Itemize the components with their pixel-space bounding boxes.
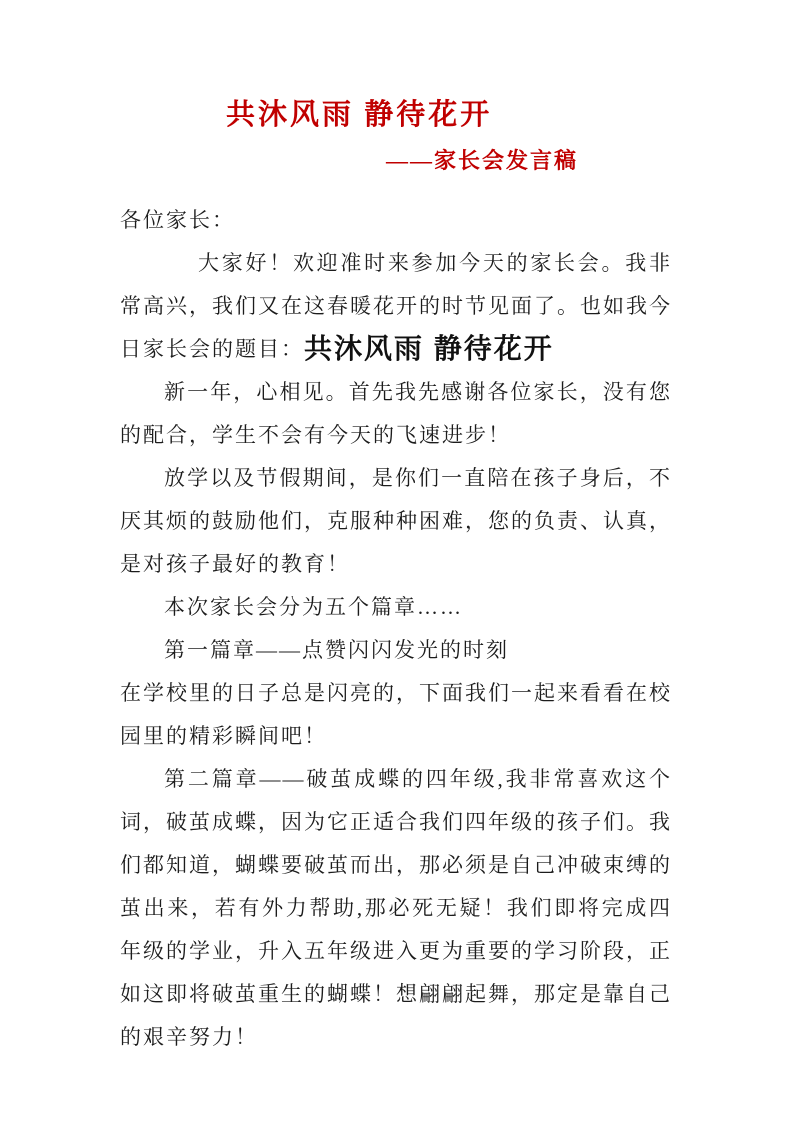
intro-paragraph xyxy=(120,242,672,371)
document-body xyxy=(120,199,672,1059)
paragraph-thanks: 新一年，心相见。首先我先感谢各位家长，没有您的配合，学生不会有今天的飞速进步！ xyxy=(120,380,672,447)
paragraph-support: 放学以及节假期间，是你们一直陪在孩子身后，不厌其烦的鼓励他们，克服种种困难，您的负责、认真，是对孩子最好的教育！ xyxy=(120,466,672,576)
intro-inline-title: 共沐风雨 静待花开 xyxy=(304,333,554,364)
paragraph-five-chapters: 本次家长会分为五个篇章…… xyxy=(164,595,463,619)
paragraph-chapter-one-heading: 第一篇章——点赞闪闪发光的时刻 xyxy=(164,638,509,662)
document-title: 共沐风雨 静待花开 xyxy=(226,99,493,131)
paragraph-chapter-two: 第二篇章——破茧成蝶的四年级,我非常喜欢这个词，破茧成蝶，因为它正适合我们四年级的孩子们。我们都知道，蝴蝶要破茧而出，那必须是自己冲破束缚的茧出来，若有外力帮助,那必死无疑！我们即将完成四年级的学业，升入五年级进入更为重要的学习阶段，正如这即将破茧重生的蝴蝶！想翩翩起舞，那定是靠自己的艰辛努力！ xyxy=(120,767,672,1049)
intro-text: 大家好！欢迎准时来参加今天的家长会。我非常高兴，我们又在这春暖花开的时节见面了。也如我今日家长会的题目： xyxy=(120,251,672,361)
paragraph-chapter-one-body: 在学校里的日子总是闪亮的，下面我们一起来看看在校园里的精彩瞬间吧！ xyxy=(120,681,672,748)
document-subtitle: ——家长会发言稿 xyxy=(386,148,579,173)
salutation-line: 各位家长： xyxy=(120,208,235,232)
